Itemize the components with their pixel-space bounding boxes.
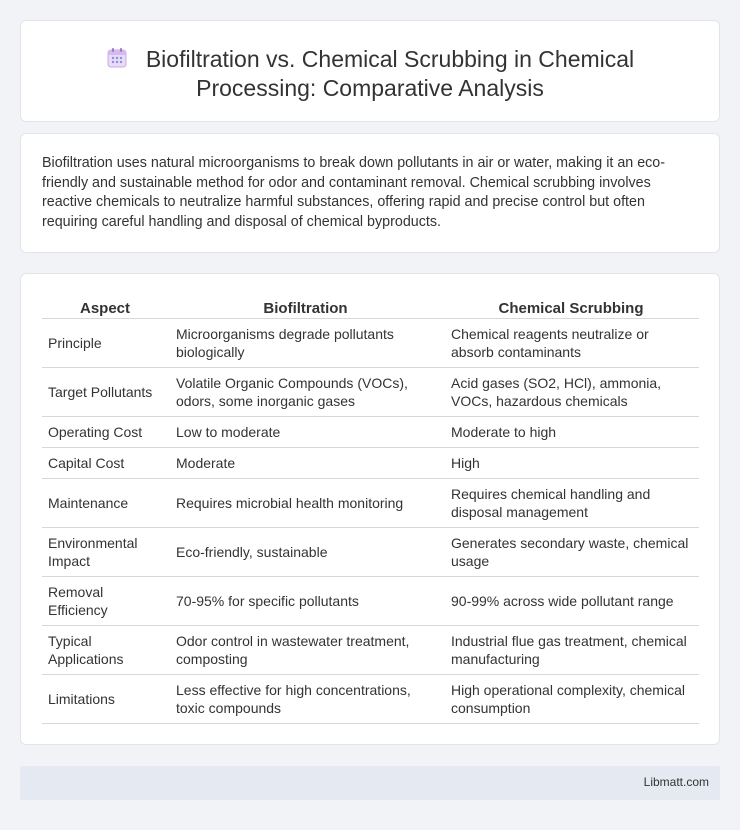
row-biofiltration: Eco-friendly, sustainable <box>168 528 443 577</box>
table-row <box>42 448 699 479</box>
row-aspect: Limitations <box>42 675 168 724</box>
row-aspect: Capital Cost <box>42 448 168 479</box>
header-biofiltration: Biofiltration <box>168 296 443 319</box>
table-row <box>42 479 699 528</box>
row-chemical-scrubbing: Moderate to high <box>443 417 699 448</box>
row-biofiltration: Odor control in wastewater treatment, composting <box>168 626 443 675</box>
row-biofiltration: 70-95% for specific pollutants <box>168 577 443 626</box>
row-chemical-scrubbing: Acid gases (SO2, HCl), ammonia, VOCs, hazardous chemicals <box>443 368 699 417</box>
row-biofiltration: Less effective for high concentrations, toxic compounds <box>168 675 443 724</box>
row-chemical-scrubbing: High <box>443 448 699 479</box>
calendar-icon <box>106 47 128 69</box>
row-aspect: Environmental Impact <box>42 528 168 577</box>
intro-paragraph: Biofiltration uses natural microorganisms to break down pollutants in air or water, making it an eco-friendly and sustainable method for odor and contaminant removal. Chemical scrubbing involves reactive chemicals to neutralize harmful substances, offering rapid and precise control but often requiring careful handling and disposal of chemical byproducts. <box>42 155 666 230</box>
row-aspect: Maintenance <box>42 479 168 528</box>
row-chemical-scrubbing: 90-99% across wide pollutant range <box>443 577 699 626</box>
row-chemical-scrubbing: Generates secondary waste, chemical usage <box>443 528 699 577</box>
row-aspect: Operating Cost <box>42 417 168 448</box>
title-line-1: Biofiltration vs. Chemical Scrubbing in Chemical <box>145 46 635 72</box>
table-row <box>42 417 699 448</box>
title-line-2: Processing: Comparative Analysis <box>196 75 544 101</box>
row-chemical-scrubbing: Chemical reagents neutralize or absorb contaminants <box>443 319 699 368</box>
table-row <box>42 319 699 368</box>
row-biofiltration: Moderate <box>168 448 443 479</box>
header-chemical-scrubbing: Chemical Scrubbing <box>443 296 699 319</box>
intro-card <box>20 133 720 253</box>
comparison-table <box>42 296 699 724</box>
row-aspect: Target Pollutants <box>42 368 168 417</box>
footer-bar <box>20 766 720 800</box>
row-biofiltration: Microorganisms degrade pollutants biologically <box>168 319 443 368</box>
row-aspect: Typical Applications <box>42 626 168 675</box>
row-aspect: Principle <box>42 319 168 368</box>
row-chemical-scrubbing: High operational complexity, chemical consumption <box>443 675 699 724</box>
row-aspect: Removal Efficiency <box>42 577 168 626</box>
table-row <box>42 528 699 577</box>
table-row <box>42 626 699 675</box>
row-biofiltration: Volatile Organic Compounds (VOCs), odors, some inorganic gases <box>168 368 443 417</box>
table-header-row <box>42 296 699 319</box>
row-biofiltration: Low to moderate <box>168 417 443 448</box>
page-title <box>21 45 719 103</box>
table-row <box>42 675 699 724</box>
row-chemical-scrubbing: Requires chemical handling and disposal management <box>443 479 699 528</box>
footer-brand-link[interactable]: Libmatt.com <box>643 775 709 789</box>
title-card <box>20 20 720 122</box>
table-row <box>42 577 699 626</box>
row-biofiltration: Requires microbial health monitoring <box>168 479 443 528</box>
table-row <box>42 368 699 417</box>
comparison-card <box>20 273 720 745</box>
header-aspect: Aspect <box>42 296 168 319</box>
row-chemical-scrubbing: Industrial flue gas treatment, chemical manufacturing <box>443 626 699 675</box>
